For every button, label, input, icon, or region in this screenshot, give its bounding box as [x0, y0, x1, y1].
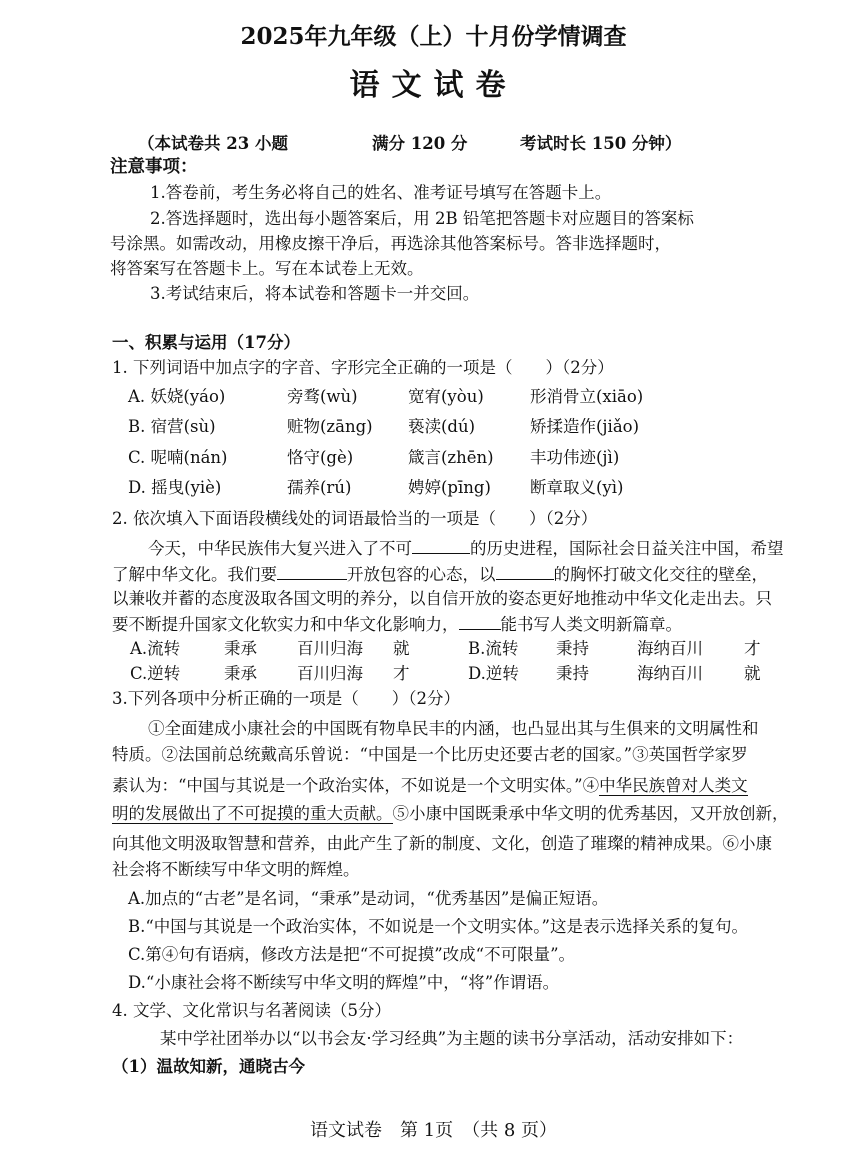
q3-underlined-text: 中华民族曾对人类文 [599, 776, 748, 795]
q1-option-cell: 恪守(gè) [287, 448, 354, 467]
q3-passage-line-4 [112, 803, 789, 825]
q2-option-cell: 就 [393, 639, 410, 658]
q2-option-cell: C.逆转 [130, 664, 181, 683]
q1-option-cell: B. 宿营(sù) [128, 417, 216, 436]
subject-title: 语文试卷 [349, 68, 518, 103]
q1-option-cell: 赃物(zāng) [287, 417, 373, 436]
meta-question-count: （本试卷共 23 小题 [138, 134, 288, 153]
q2-option-cell: D.逆转 [468, 664, 519, 683]
q1-option-cell: D. 摇曳(yiè) [128, 478, 222, 497]
q3-passage-line-6: 社会将不断续写中华文明的辉煌。 [112, 860, 360, 879]
q3-option-c: C.第④句有语病，修改方法是把“不可捉摸”改成“不可限量”。 [128, 945, 576, 964]
q1-option-cell: 孺养(rú) [287, 478, 352, 497]
q1-option-cell: C. 呢喃(nán) [128, 448, 228, 467]
q3-passage-line-2: 特质。②法国前总统戴高乐曾说：“中国是一个比历史还要古老的国家。”③英国哲学家罗 [112, 745, 748, 764]
answer-blank [412, 537, 470, 554]
q2-text: 了解中华文化。我们要 [112, 565, 277, 584]
q2-passage-line-1 [148, 537, 784, 560]
notice-item-2-end: 将答案写在答题卡上。写在本试卷上无效。 [110, 259, 424, 278]
q3-text: ⑤小康中国既秉承中华文明的优秀基因，又开放创新， [392, 804, 789, 823]
q2-text: 能书写人类文明新篇章。 [500, 615, 682, 634]
q3-passage-line-1: ①全面建成小康社会的中国既有物阜民丰的内涵，也凸显出其与生俱来的文明属性和 [148, 719, 759, 738]
q2-text: 的胸怀打破文化交往的壁垒， [553, 565, 768, 584]
q1-option-cell: 形消骨立(xiāo) [530, 387, 644, 406]
q2-option-cell: 百川归海 [297, 639, 363, 658]
q1-option-cell: 宽宥(yòu) [408, 387, 484, 406]
q1-option-cell: 矫揉造作(jiǎo) [530, 417, 640, 436]
q4-subheading: （1）温故知新，通晓古今 [112, 1057, 305, 1076]
question-2-stem: 2. 依次填入下面语段横线处的词语最恰当的一项是（ ）（2分） [112, 509, 598, 528]
q2-option-cell: 海纳百川 [637, 664, 703, 683]
question-1-stem: 1. 下列词语中加点字的字音、字形完全正确的一项是（ ）（2分） [112, 358, 614, 377]
q2-option-cell: 海纳百川 [637, 639, 703, 658]
q2-text: 要不断提升国家文化软实力和中华文化影响力， [112, 615, 459, 634]
exam-title: 2025年九年级（上）十月份学情调查 [240, 23, 627, 50]
q2-text: 的历史进程，国际社会日益关注中国，希望 [470, 539, 784, 558]
q2-option-cell: 百川归海 [297, 664, 363, 683]
meta-duration: 考试时长 150 分钟） [520, 134, 682, 153]
q2-option-cell: 才 [744, 639, 761, 658]
q2-passage-line-3: 以兼收并蓄的态度汲取各国文明的养分，以自信开放的姿态更好地推动中华文化走出去。只 [112, 589, 772, 608]
q3-option-b: B.“中国与其说是一个政治实体，不如说是一个文明实体。”这是表示选择关系的复句。 [128, 917, 748, 936]
q4-intro: 某中学社团举办以“以书会友·学习经典”为主题的读书分享活动，活动安排如下： [160, 1029, 744, 1048]
notice-item-3: 3.考试结束后，将本试卷和答题卡一并交回。 [150, 284, 480, 303]
q3-underlined-text: 明的发展做出了不可捉摸的重大贡献。 [112, 804, 393, 823]
q1-option-cell: 娉婷(pīng) [408, 478, 491, 497]
answer-blank [459, 613, 501, 630]
q2-passage-line-4 [112, 613, 682, 636]
q1-option-cell: 亵渎(dú) [408, 417, 476, 436]
q2-option-cell: A.流转 [130, 639, 181, 658]
q1-option-cell: 旁骛(wù) [287, 387, 358, 406]
notice-item-2: 2.答选择题时，选出每小题答案后，用 2B 铅笔把答题卡对应题目的答案标 [150, 209, 694, 228]
q2-option-cell: 就 [744, 664, 761, 683]
q2-text: 今天，中华民族伟大复兴进入了不可 [148, 539, 412, 558]
q1-option-cell: 丰功伟迹(jì) [530, 448, 620, 467]
meta-full-score: 满分 120 分 [372, 134, 468, 153]
q3-text: 素认为：“中国与其说是一个政治实体，不如说是一个文明实体。”④ [112, 776, 600, 795]
answer-blank [277, 563, 347, 580]
q3-passage-line-3 [112, 775, 748, 797]
q1-option-cell: 断章取义(yì) [530, 478, 624, 497]
question-4-stem: 4. 文学、文化常识与名著阅读（5分） [112, 1001, 391, 1020]
q2-option-cell: 秉承 [224, 639, 257, 658]
q1-option-cell: 箴言(zhēn) [408, 448, 494, 467]
q2-option-cell: 秉持 [556, 639, 589, 658]
q2-text: 开放包容的心态，以 [347, 565, 496, 584]
page-footer: 语文试卷 第 1页 （共 8 页） [309, 1120, 558, 1141]
q2-option-cell: 才 [393, 664, 410, 683]
q2-passage-line-2 [112, 563, 768, 586]
q3-option-a: A.加点的“古老”是名词，“秉承”是动词，“优秀基因”是偏正短语。 [128, 889, 609, 908]
q3-option-d: D.“小康社会将不断续写中华文明的辉煌”中，“将”作谓语。 [128, 973, 560, 992]
section-heading: 一、积累与运用（17分） [112, 333, 300, 352]
q3-passage-line-5: 向其他文明汲取智慧和营养，由此产生了新的制度、文化，创造了璀璨的精神成果。⑥小康 [112, 834, 772, 853]
q1-option-cell: A. 妖娆(yáo) [128, 387, 226, 406]
notice-heading: 注意事项： [110, 157, 198, 177]
notice-item-1: 1.答卷前，考生务必将自己的姓名、准考证号填写在答题卡上。 [150, 183, 612, 202]
answer-blank [496, 563, 554, 580]
q2-option-cell: B.流转 [468, 639, 519, 658]
notice-item-2-cont: 号涂黑。如需改动，用橡皮擦干净后，再选涂其他答案标号。答非选择题时， [110, 234, 671, 253]
question-3-stem: 3.下列各项中分析正确的一项是（ ）（2分） [112, 689, 460, 708]
q2-option-cell: 秉持 [556, 664, 589, 683]
q2-option-cell: 秉承 [224, 664, 257, 683]
